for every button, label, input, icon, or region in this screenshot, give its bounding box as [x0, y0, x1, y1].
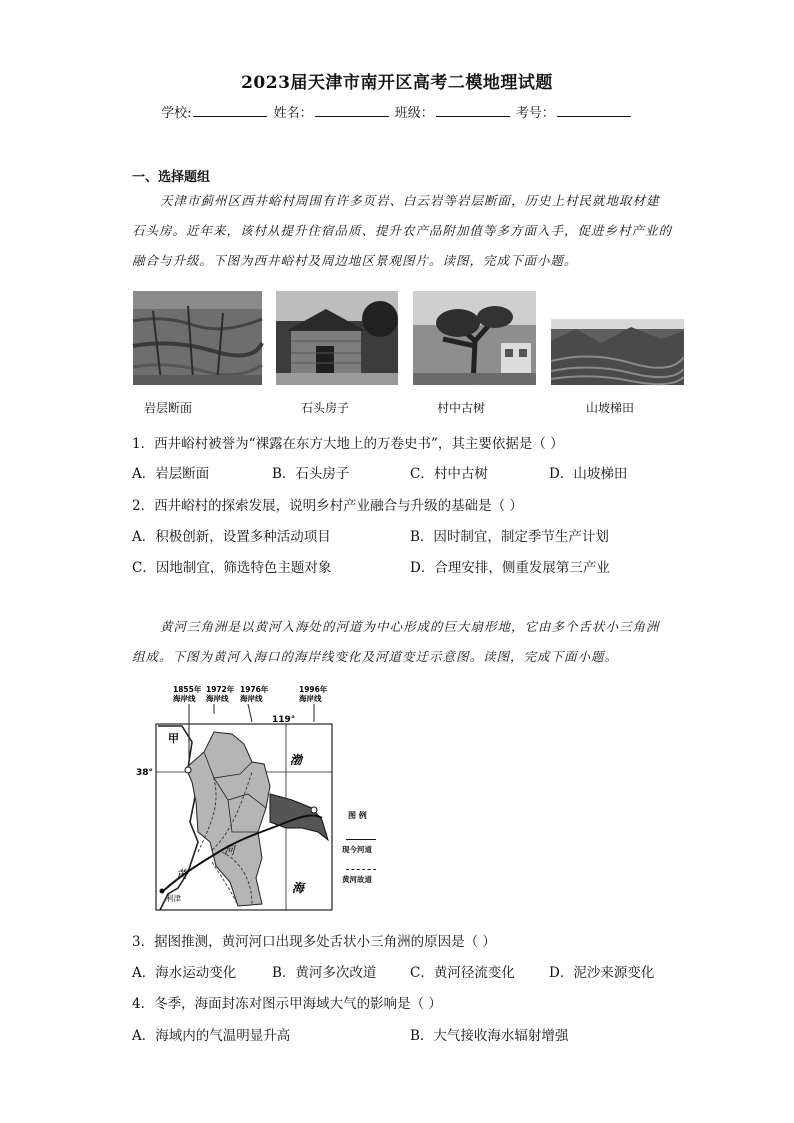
caption-terraced-fields: 山坡梯田 [585, 401, 634, 415]
q1-option-d[interactable]: D．山坡梯田 [549, 466, 628, 482]
q2-option-c[interactable]: C．因地制宜，筛选特色主题对象 [132, 560, 332, 576]
label-1976-year: 1976年 [240, 685, 269, 694]
passage-yellow-river-delta: 黄河三角洲是以黄河入海处的河道为中心形成的巨大扇形地，它由多个舌状小三角洲组成。下图为黄河入海口的海岸线变化及河道变迁示意图。读图，完成下面小题。 [132, 619, 660, 664]
caption-ancient-tree: 村中古树 [436, 401, 485, 415]
label-huang: 黄 [176, 868, 187, 881]
q3-option-d[interactable]: D．泥沙来源变化 [549, 965, 655, 981]
page-title: 2023届天津市南开区高考二模地理试题 [241, 73, 553, 93]
q3-option-c[interactable]: C．黄河径流变化 [410, 965, 515, 981]
label-he: 河 [224, 844, 235, 857]
name-blank[interactable] [315, 104, 389, 117]
label-1976-coast: 海岸线 [240, 694, 263, 703]
label-1996-year: 1996年 [299, 685, 328, 694]
photo-stone-house [276, 291, 398, 385]
q4-option-a[interactable]: A．海域内的气温明显升高 [132, 1028, 291, 1044]
label-1972-coast: 海岸线 [206, 694, 229, 703]
q2-option-d[interactable]: D．合理安排，侧重发展第三产业 [410, 560, 610, 576]
school-blank[interactable] [193, 104, 267, 117]
school-label: 学校: [161, 106, 192, 121]
q2-option-a[interactable]: A．积极创新，设置多种活动项目 [132, 529, 331, 545]
section-heading: 一、选择题组 [132, 170, 211, 185]
caption-rock-section: 岩层断面 [143, 401, 192, 415]
q4-option-b[interactable]: B．大气接收海水辐射增强 [410, 1028, 569, 1044]
question-2-stem: 2．西井峪村的探索发展，说明乡村产业融合与升级的基础是（ ） [132, 498, 523, 514]
legend-old-label: 黄河故道 [342, 875, 372, 884]
photo-ancient-tree [413, 291, 536, 385]
legend-title: 图 例 [348, 811, 367, 820]
q3-option-a[interactable]: A．海水运动变化 [132, 965, 237, 981]
photo-rock-section [133, 291, 262, 385]
q3-option-b[interactable]: B．黄河多次改道 [272, 965, 377, 981]
label-1855-year: 1855年 [173, 685, 202, 694]
exam-id-blank[interactable] [557, 104, 631, 117]
q2-option-b[interactable]: B．因时制宜，制定季节生产计划 [410, 529, 609, 545]
exam-id-label: 考号： [515, 106, 555, 121]
label-1996-coast: 海岸线 [299, 694, 322, 703]
label-jia: 甲 [168, 732, 179, 745]
name-label: 姓名： [273, 106, 313, 121]
longitude-label: 119° [272, 715, 296, 725]
passage-xijingyu: 天津市蓟州区西井峪村周围有许多页岩、白云岩等岩层断面，历史上村民就地取材建石头房。近年来，该村从提升住宿品质、提升农产品附加值等多方面入手，促进乡村产业的融合与升级。下图为西井峪村及周边地区景观图片。读图，完成下面小题。 [132, 193, 673, 268]
caption-stone-house: 石头房子 [300, 401, 349, 415]
q1-option-c[interactable]: C．村中古树 [410, 466, 488, 482]
yellow-river-delta-map [136, 682, 362, 914]
label-bo: 渤 [290, 753, 303, 767]
photo-terraced-fields [551, 291, 684, 385]
legend-current-line [346, 839, 376, 840]
question-4-stem: 4．冬季，海面封冻对图示甲海域大气的影响是（ ） [132, 996, 442, 1012]
q1-option-b[interactable]: B．石头房子 [272, 466, 350, 482]
label-lijin: 利津 [166, 894, 181, 903]
question-3-stem: 3．据图推测，黄河河口出现多处舌状小三角洲的原因是（ ） [132, 934, 496, 950]
legend-old-line [346, 869, 376, 870]
map-legend [342, 810, 392, 885]
label-hai: 海 [292, 881, 305, 895]
q1-option-a[interactable]: A．岩层断面 [132, 466, 210, 482]
label-1855-coast: 海岸线 [173, 694, 196, 703]
latitude-label: 38° [136, 768, 154, 778]
question-1-stem: 1．西井峪村被誉为“裸露在东方大地上的万卷史书”，其主要依据是（ ） [132, 436, 564, 452]
legend-current-label: 现今河道 [342, 845, 372, 854]
class-label: 班级： [394, 106, 434, 121]
label-1972-year: 1972年 [206, 685, 235, 694]
class-blank[interactable] [436, 104, 510, 117]
student-info-row [0, 102, 794, 121]
